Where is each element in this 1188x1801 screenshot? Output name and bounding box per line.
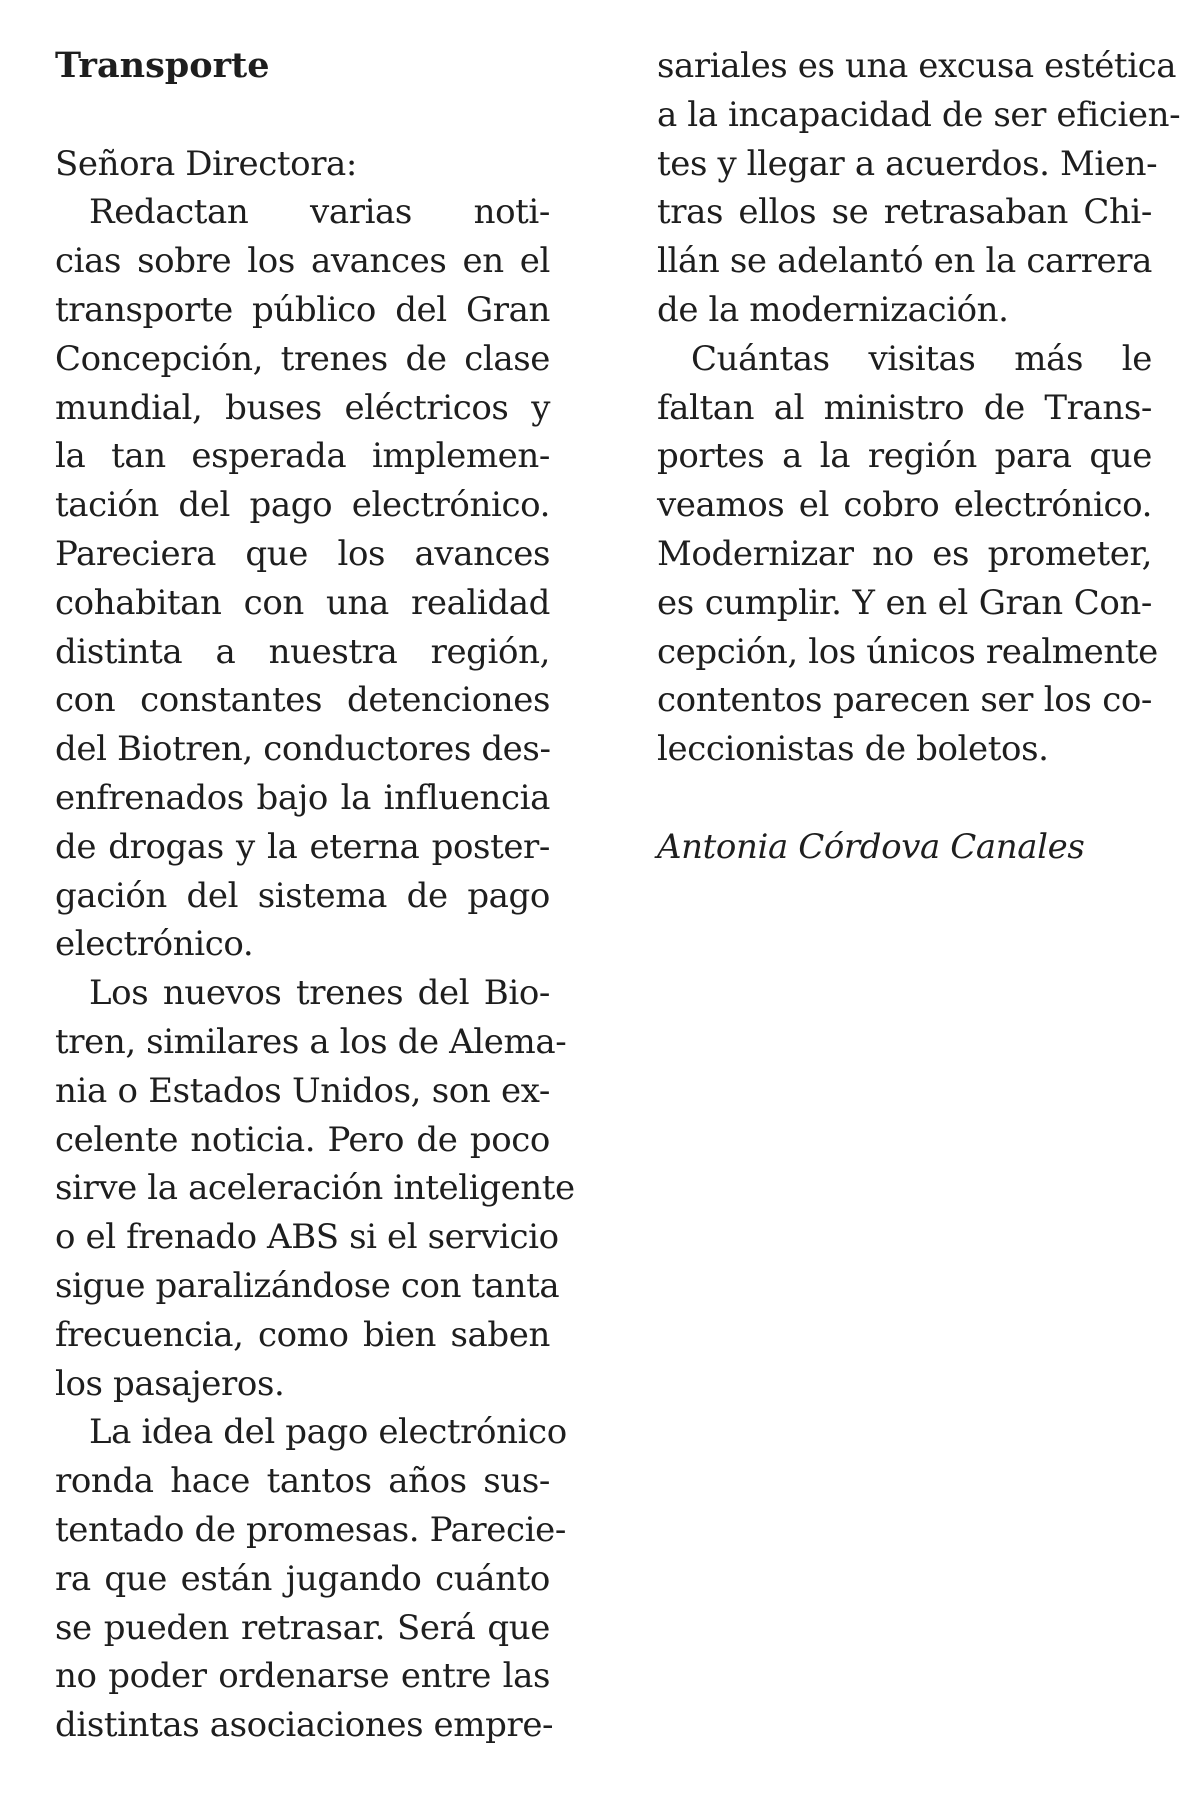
signature: Antonia Córdova Canales xyxy=(657,826,1085,867)
text-line: frecuencia, como bien saben xyxy=(55,1314,550,1355)
text-line: Los nuevos trenes del Bio- xyxy=(89,973,550,1014)
text-line: de drogas y la eterna poster- xyxy=(55,826,550,867)
text-line: sirve la aceleración inteligente xyxy=(55,1168,575,1209)
left-column xyxy=(55,42,575,1750)
text-line: cias sobre los avances en el xyxy=(55,241,550,282)
text-line: tes y llegar a acuerdos. Mien- xyxy=(657,143,1158,184)
text-line: o el frenado ABS si el servicio xyxy=(55,1217,559,1258)
text-line: La idea del pago electrónico xyxy=(89,1412,567,1453)
text-line: ronda hace tantos años sus- xyxy=(55,1461,550,1502)
text-line: tras ellos se retrasaban Chi- xyxy=(657,192,1152,233)
text-line: Redactan varias noti- xyxy=(89,192,550,233)
text-line: mundial, buses eléctricos y xyxy=(55,387,550,428)
text-line: la tan esperada implemen- xyxy=(55,436,550,477)
text-line: con constantes detenciones xyxy=(55,680,550,721)
text-line: del Biotren, conductores des- xyxy=(55,729,551,770)
text-line: Cuántas visitas más le xyxy=(691,338,1152,379)
text-line: contentos parecen ser los co- xyxy=(657,680,1152,721)
spacer xyxy=(657,774,1152,823)
text-line: tación del pago electrónico. xyxy=(55,485,550,526)
text-line: tentado de promesas. Parecie- xyxy=(55,1509,566,1550)
text-line: Concepción, trenes de clase xyxy=(55,338,550,379)
text-line: faltan al ministro de Trans- xyxy=(657,387,1152,428)
text-line: ra que están jugando cuánto xyxy=(55,1558,550,1599)
text-line: celente noticia. Pero de poco xyxy=(55,1119,550,1160)
text-line: cohabitan con una realidad xyxy=(55,582,550,623)
salutation: Señora Directora: xyxy=(55,143,357,184)
text-line: transporte público del Gran xyxy=(55,289,550,330)
text-line: distinta a nuestra región, xyxy=(55,631,550,672)
text-line: portes a la región para que xyxy=(657,436,1152,477)
spacer xyxy=(55,91,550,140)
letter-title: Transporte xyxy=(55,45,270,86)
text-line: distintas asociaciones empre- xyxy=(55,1705,554,1746)
text-line: veamos el cobro electrónico. xyxy=(657,485,1152,526)
text-line: Modernizar no es prometer, xyxy=(657,533,1152,574)
right-column xyxy=(657,42,1181,872)
text-line: a la incapacidad de ser eficien- xyxy=(657,94,1181,135)
text-line: sariales es una excusa estética xyxy=(657,46,1177,86)
text-line: gación del sistema de pago xyxy=(55,875,550,916)
text-line: se pueden retrasar. Será que xyxy=(55,1607,550,1648)
text-line: llán se adelantó en la carrera xyxy=(657,241,1152,282)
text-line: es cumplir. Y en el Gran Con- xyxy=(657,582,1152,623)
text-line: no poder ordenarse entre las xyxy=(55,1656,550,1697)
text-line: los pasajeros. xyxy=(55,1363,285,1404)
text-line: Pareciera que los avances xyxy=(55,533,550,574)
text-line: sigue paralizándose con tanta xyxy=(55,1265,560,1306)
text-line: nia o Estados Unidos, son ex- xyxy=(55,1070,550,1111)
text-line: tren, similares a los de Alema- xyxy=(55,1021,567,1062)
text-line: electrónico. xyxy=(55,924,254,965)
text-line: de la modernización. xyxy=(657,289,1009,330)
text-line: cepción, los únicos realmente xyxy=(657,631,1158,672)
text-line: enfrenados bajo la influencia xyxy=(55,777,550,818)
text-line: leccionistas de boletos. xyxy=(657,729,1049,770)
